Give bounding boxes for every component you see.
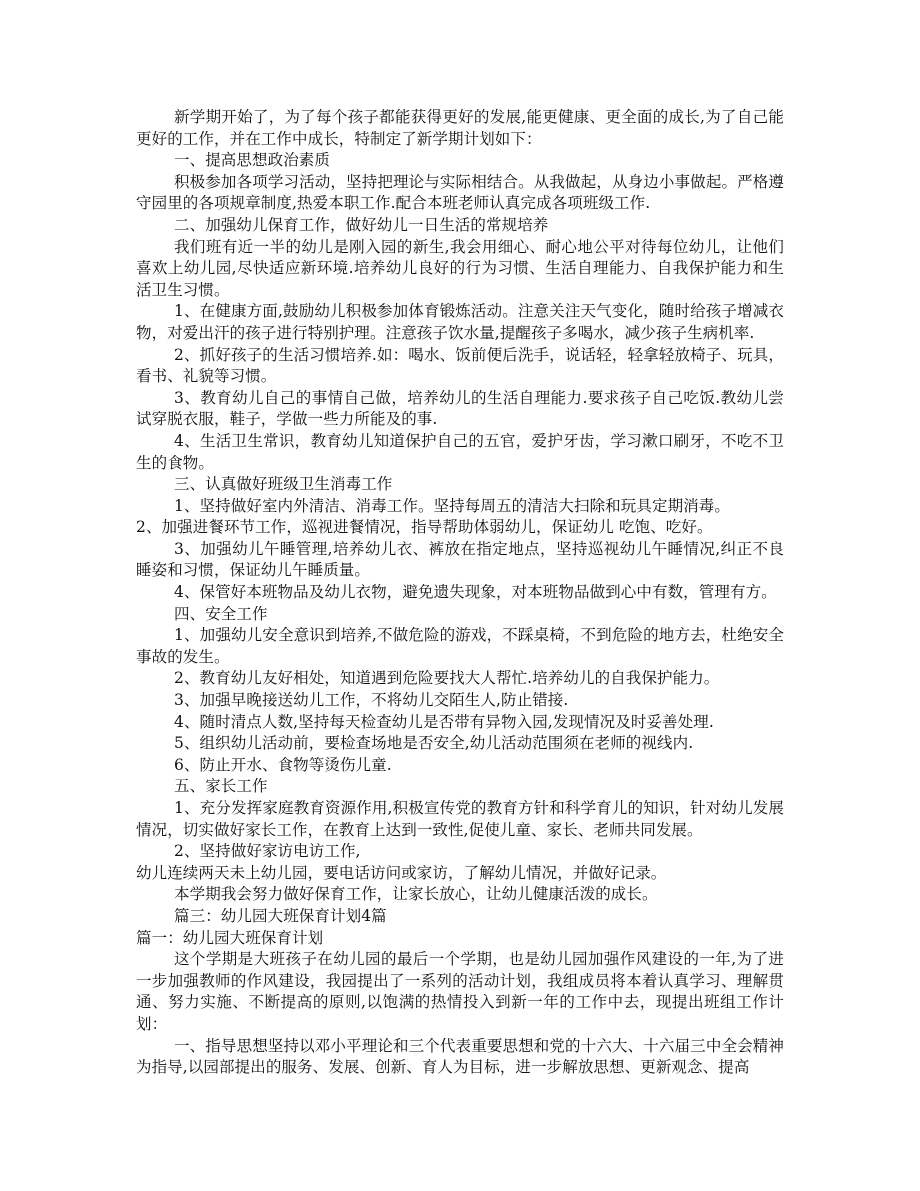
paragraph: 这个学期是大班孩子在幼儿园的最后一个学期，也是幼儿园加强作风建设的一年,为了进一步加强教师的作风建设，我园提出了一系列的活动计划，我组成员将本着认真学习、理解贯通、努力实施、不断提高的原则,以饱满的热情投入到新一年的工作中去，现提出班组工作计划： [136,950,784,1033]
section-heading-5: 五、家长工作 [174,777,268,796]
list-item: 3、加强早晚接送幼儿工作，不将幼儿交陌生人,防止错接. [174,691,569,710]
section-heading-4: 四、安全工作 [174,604,268,623]
list-item: 3、教育幼儿自己的事情自己做，培养幼儿的生活自理能力.要求孩子自己吃饭.教幼儿尝试穿脱衣服，鞋子，学做一些力所能及的事. [136,388,784,429]
section-heading-2: 二、加强幼儿保育工作，做好幼儿一日生活的常规培养 [174,215,549,234]
list-item: 1、加强幼儿安全意识到培养,不做危险的游戏，不踩桌椅，不到危险的地方去，杜绝安全事故的发生。 [136,626,784,666]
intro-paragraph: 新学期开始了，为了每个孩子都能获得更好的发展,能更健康、更全面的成长,为了自己能更好的工作，并在工作中成长，特制定了新学期计划如下： [136,108,784,148]
list-item: 4、保管好本班物品及幼儿衣物，避免遗失现象，对本班物品做到心中有数，管理有方。 [174,583,777,602]
document-body [136,107,784,1079]
article-subtitle: 篇一：幼儿园大班保育计划 [136,928,324,947]
closing-paragraph: 本学期我会努力做好保育工作，让家长放心，让幼儿健康活泼的成长。 [174,885,658,904]
list-item: 2、教育幼儿友好相处，知道遇到危险要找大人帮忙.培养幼儿的自我保护能力。 [174,669,720,688]
article-title: 篇三：幼儿园大班保育计划4篇 [174,906,387,925]
list-item: 5、组织幼儿活动前，要检查场地是否安全,幼儿活动范围须在老师的视线内. [174,734,694,753]
paragraph: 我们班有近一半的幼儿是刚入园的新生,我会用细心、耐心地公平对待每位幼儿，让他们喜欢上幼儿园,尽快适应新环境.培养幼儿良好的行为习惯、生活自理能力、自我保护能力和生活卫生习惯。 [136,237,784,299]
list-item: 2、抓好孩子的生活习惯培养.如：喝水、饭前便后洗手，说话轻，轻拿轻放椅子、玩具，看书、礼貌等习惯。 [136,345,784,386]
list-item: 1、充分发挥家庭教育资源作用,积极宣传党的教育方针和科学育儿的知识，针对幼儿发展情况，切实做好家长工作，在教育上达到一致性,促使儿童、家长、老师共同发展。 [136,799,784,839]
paragraph: 幼儿连续两天未上幼儿园，要电话访问或家访，了解幼儿情况，并做好记录。 [136,863,667,882]
list-item: 2、坚持做好家访电访工作, [174,842,361,861]
section-heading-1: 一、提高思想政治素质 [174,151,331,170]
paragraph: 一、指导思想坚持以邓小平理论和三个代表重要思想和党的十六大、十六届三中全会精神为指导,以园部提出的服务、发展、创新、育人为目标，进一步解放思想、更新观念、提高 [136,1036,784,1077]
section-heading-3: 三、认真做好班级卫生消毒工作 [174,475,393,494]
list-item: 4、生活卫生常识，教育幼儿知道保护自己的五官，爱护牙齿，学习漱口刷牙，不吃不卫生的食物。 [136,431,784,472]
list-item: 1、坚持做好室内外清洁、消毒工作。坚持每周五的清洁大扫除和玩具定期消毒。 [174,496,730,515]
list-item: 6、防止开水、食物等烫伤儿童. [174,755,392,774]
list-item: 4、随时清点人数,坚持每天检查幼儿是否带有异物入园,发现情况及时妥善处理. [174,712,714,731]
list-item: 2、加强进餐环节工作，巡视进餐情况，指导帮助体弱幼儿，保证幼儿 吃饱、吃好。 [136,518,713,537]
list-item: 1、在健康方面,鼓励幼儿积极参加体育锻炼活动。注意关注天气变化，随时给孩子增减衣物，对爱出汗的孩子进行特别护理。注意孩子饮水量,提醒孩子多喝水，减少孩子生病机率. [136,302,784,342]
list-item: 3、加强幼儿午睡管理,培养幼儿衣、裤放在指定地点，坚持巡视幼儿午睡情况,纠正不良睡姿和习惯，保证幼儿午睡质量。 [136,539,784,580]
paragraph: 积极参加各项学习活动，坚持把理论与实际相结合。从我做起，从身边小事做起。严格遵守园里的各项规章制度,热爱本职工作.配合本班老师认真完成各项班级工作. [136,172,784,213]
